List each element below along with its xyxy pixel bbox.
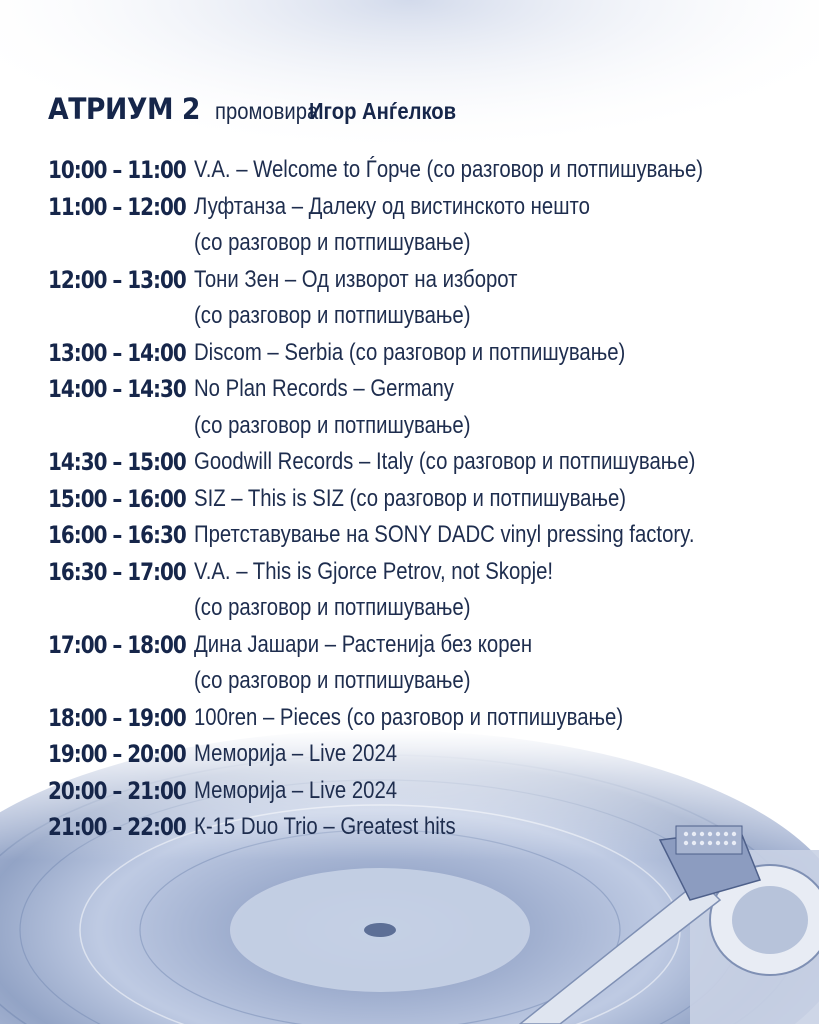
event-note: (со разговор и потпишување) <box>194 667 471 694</box>
event-title: Меморија – Live 2024 <box>194 776 398 804</box>
event-description <box>194 262 517 335</box>
event-description <box>194 481 626 518</box>
promoter-name: Игор Анѓелков <box>308 98 457 124</box>
schedule-row <box>48 517 808 554</box>
event-description <box>194 517 694 554</box>
schedule-row <box>48 189 808 262</box>
promo-label: промовира: <box>215 98 325 124</box>
time-slot: 12:00 – 13:00 <box>48 265 186 294</box>
event-title: Тони Зен – Од изворот на изборот <box>194 265 518 293</box>
event-title: Discom – Serbia (со разговор и потпишување) <box>194 338 626 366</box>
schedule-row <box>48 262 808 335</box>
event-note: (со разговор и потпишување) <box>194 411 471 439</box>
event-description <box>194 627 532 700</box>
schedule-row <box>48 736 808 773</box>
schedule-list <box>48 152 808 846</box>
time-slot: 14:30 – 15:00 <box>48 448 186 476</box>
event-description <box>194 371 471 444</box>
time-slot: 15:00 – 16:00 <box>48 484 186 513</box>
event-title: 100ren – Pieces (со разговор и потпишување) <box>194 703 624 731</box>
venue-title: АТРИУМ 2 <box>48 92 201 126</box>
event-title: Луфтанза – Далеку од вистинското нешто <box>194 192 590 220</box>
time-slot: 10:00 – 11:00 <box>48 156 186 184</box>
event-description <box>194 809 456 846</box>
event-title: No Plan Records – Germany <box>194 375 454 402</box>
schedule-row <box>48 335 808 372</box>
schedule-row <box>48 773 808 810</box>
event-title: Goodwill Records – Italy (со разговор и потпишување) <box>194 448 696 475</box>
event-description <box>194 700 623 737</box>
time-slot: 18:00 – 19:00 <box>48 703 186 732</box>
event-description <box>194 444 695 481</box>
event-description <box>194 152 703 189</box>
event-title: Меморија – Live 2024 <box>194 740 398 767</box>
schedule-row <box>48 700 808 737</box>
time-slot: 11:00 – 12:00 <box>48 192 186 221</box>
event-description <box>194 773 397 810</box>
event-description <box>194 554 553 627</box>
time-slot: 13:00 – 14:00 <box>48 338 186 367</box>
schedule-row <box>48 809 808 846</box>
event-description <box>194 736 397 773</box>
page-header <box>48 92 808 126</box>
schedule-row <box>48 554 808 627</box>
time-slot: 19:00 – 20:00 <box>48 740 186 768</box>
schedule-row <box>48 481 808 518</box>
time-slot: 17:00 – 18:00 <box>48 630 186 659</box>
event-title: Дина Јашари – Растенија без корен <box>194 630 533 658</box>
event-title: V.A. – This is Gjorce Petrov, not Skopje! <box>194 557 554 585</box>
event-note: (со разговор и потпишување) <box>194 229 471 256</box>
event-note: (со разговор и потпишување) <box>194 302 471 329</box>
time-slot: 14:00 – 14:30 <box>48 375 186 403</box>
schedule-row <box>48 371 808 444</box>
schedule-row <box>48 627 808 700</box>
time-slot: 20:00 – 21:00 <box>48 776 186 805</box>
event-title: SIZ – This is SIZ (со разговор и потпишување) <box>194 484 627 512</box>
time-slot: 16:00 – 16:30 <box>48 521 186 549</box>
event-description <box>194 189 590 262</box>
schedule-row <box>48 444 808 481</box>
schedule-row <box>48 152 808 189</box>
event-description <box>194 335 625 372</box>
time-slot: 16:30 – 17:00 <box>48 557 186 586</box>
event-title: К-15 Duo Trio – Greatest hits <box>194 813 456 840</box>
schedule-panel <box>48 92 808 846</box>
time-slot: 21:00 – 22:00 <box>48 813 186 841</box>
event-note: (со разговор и потпишување) <box>194 594 471 621</box>
event-title: V.A. – Welcome to Ѓорче (со разговор и потпишување) <box>194 156 704 183</box>
event-title: Претставување на SONY DADC vinyl pressing factory. <box>194 521 695 548</box>
